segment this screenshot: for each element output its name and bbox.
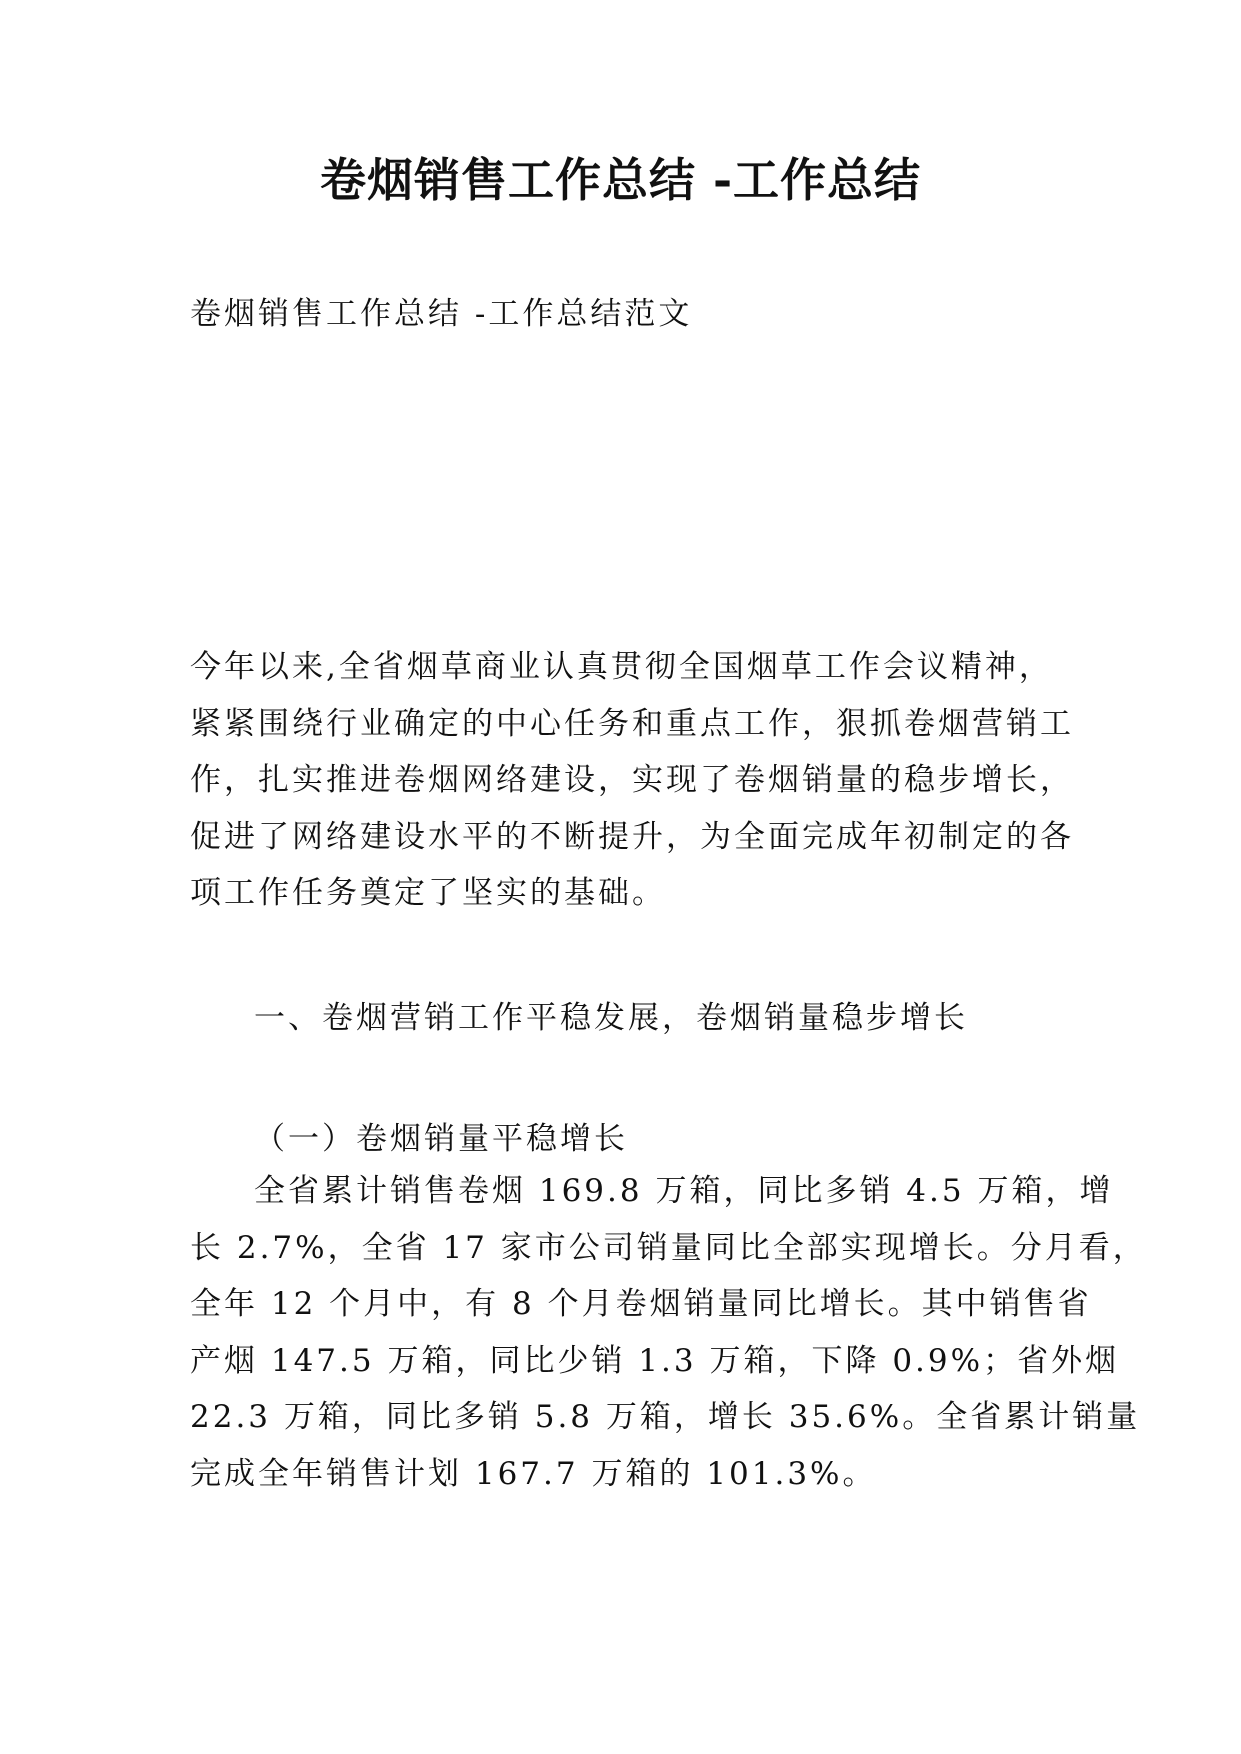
paragraph-line: 紧紧围绕行业确定的中心任务和重点工作，狠抓卷烟营销工	[190, 705, 1074, 742]
document-subtitle: 卷烟销售工作总结 -工作总结范文	[190, 296, 693, 332]
paragraph-line: 全省累计销售卷烟 169.8 万箱，同比多销 4.5 万箱，增	[254, 1173, 1114, 1209]
paragraph-line: 产烟 147.5 万箱，同比少销 1.3 万箱，下降 0.9%；省外烟	[190, 1342, 1120, 1379]
paragraph-line: 作，扎实推进卷烟网络建设，实现了卷烟销量的稳步增长，	[190, 762, 1074, 798]
sales-paragraph	[190, 1163, 1147, 1502]
document-title: 卷烟销售工作总结 -工作总结	[319, 153, 922, 207]
paragraph-line: 长 2.7%，全省 17 家市公司销量同比全部实现增长。分月看，	[190, 1229, 1147, 1266]
paragraph-line: 今年以来,全省烟草商业认真贯彻全国烟草工作会议精神，	[190, 649, 1053, 685]
paragraph-line: 完成全年销售计划 167.7 万箱的 101.3%。	[190, 1455, 877, 1492]
section-heading-1: 一、卷烟营销工作平稳发展，卷烟销量稳步增长	[254, 1000, 968, 1036]
subsection-heading-1: （一）卷烟销量平稳增长	[254, 1121, 628, 1157]
intro-paragraph	[190, 639, 1074, 922]
paragraph-line: 22.3 万箱，同比多销 5.8 万箱，增长 35.6%。全省累计销量	[190, 1399, 1141, 1435]
paragraph-line: 全年 12 个月中，有 8 个月卷烟销量同比增长。其中销售省	[190, 1286, 1092, 1322]
paragraph-line: 促进了网络建设水平的不断提升，为全面完成年初制定的各	[190, 818, 1074, 855]
paragraph-line: 项工作任务奠定了坚实的基础。	[190, 875, 666, 911]
